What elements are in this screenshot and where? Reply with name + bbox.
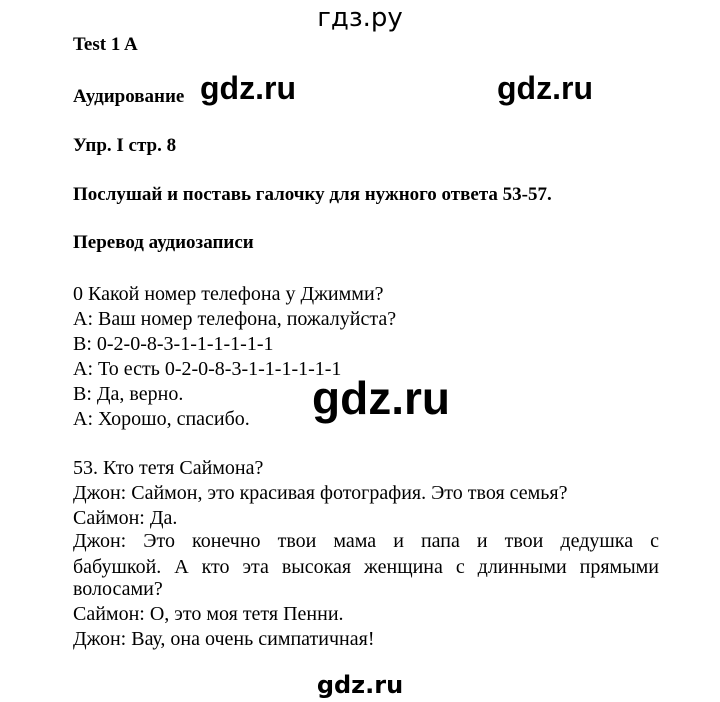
dialog0-line: А: То есть 0-2-0-8-3-1-1-1-1-1-1 <box>73 358 342 380</box>
site-footer: gdz.ru <box>316 671 404 699</box>
transcript-subtitle: Перевод аудиозаписи <box>73 232 254 253</box>
instruction: Послушай и поставь галочку для нужного ответа 53-57. <box>73 184 552 205</box>
test-title: Test 1 A <box>73 34 138 55</box>
dialog0-question: 0 Какой номер телефона у Джимми? <box>73 283 384 305</box>
dialog53-question: 53. Кто тетя Саймона? <box>73 457 264 479</box>
dialog53-paragraph <box>73 528 659 580</box>
dialog53-paragraph-line: бабушкой. А кто эта высокая женщина с длинными прямыми <box>73 556 659 578</box>
exercise-heading: Упр. I стр. 8 <box>73 135 177 156</box>
section-heading: Аудирование <box>73 86 185 107</box>
dialog53-line: Джон: Вау, она очень симпатичная! <box>73 628 375 650</box>
site-header: гдз.ру <box>317 3 403 33</box>
watermark: gdz.ru <box>497 70 593 106</box>
dialog53-line: Саймон: О, это моя тетя Пенни. <box>73 603 344 625</box>
dialog0-line: А: Хорошо, спасибо. <box>73 408 250 430</box>
watermark: gdz.ru <box>200 70 296 106</box>
dialog0-line: А: Ваш номер телефона, пожалуйста? <box>73 308 397 330</box>
dialog53-paragraph-end: волосами? <box>73 578 163 600</box>
dialog0-line: В: 0-2-0-8-3-1-1-1-1-1-1 <box>73 333 274 355</box>
dialog53-line: Саймон: Да. <box>73 507 178 529</box>
dialog53-line: Джон: Саймон, это красивая фотография. Это твоя семья? <box>73 482 568 504</box>
dialog0-line: В: Да, верно. <box>73 383 184 405</box>
watermark: gdz.ru <box>312 372 450 424</box>
dialog53-paragraph-line: Джон: Это конечно твои мама и папа и твои дедушка с <box>73 530 659 552</box>
